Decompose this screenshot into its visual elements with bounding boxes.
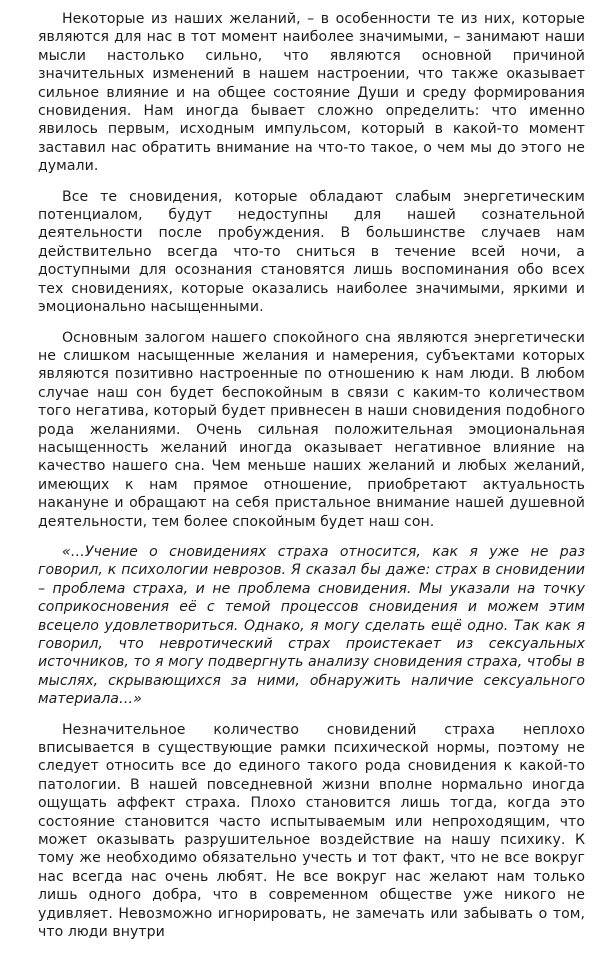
paragraph-3: Основным залогом нашего спокойного сна являются энергетически не слишком насыщенные желания и намерения, субъектами которых являются позитивно настроенные по отношению к нам люди. В любом случае наш сон будет беспокойным в связи с каким-то количеством того негатива, который будет привнесен в наши сновидения подобного рода желаниями. Очень сильная положительная эмоциональная насыщенность желаний иногда оказывает негативное влияние на качество нашего сна. Чем меньше наших желаний и любых желаний, имеющих к нам прямое отношение, приобретают актуальность накануне и обращают на себя пристальное внимание нашей душевной деятельности, тем более спокойным будет наш сон. [38, 329, 585, 530]
document-page [38, 10, 585, 954]
quote-paragraph: «…Учение о сновидениях страха относится, как я уже не раз говорил, к психологии неврозов. Я сказал бы даже: страх в сновидении – проблема страха, и не проблема сновидения. Мы указали на точку соприкосновения её с темой процессов сновидения и можем этим всецело удовлетвориться. Однако, я могу сделать ещё одно. Так как я говорил, что невротический страх проистекает из сексуальных источников, то я могу подвергнуть анализу сновидения страха, чтобы в мыслях, скрывающихся за ними, обнаружить наличие сексуального материала…» [38, 543, 585, 708]
paragraph-2: Все те сновидения, которые обладают слабым энергетическим потенциалом, будут недоступны для нашей сознательной деятельности после пробуждения. В большинстве случаев нам действительно всегда что-то сниться в течение всей ночи, а доступными для осознания становятся лишь воспоминания обо всех тех сновидениях, которые оказались наиболее значимыми, яркими и эмоционально насыщенными. [38, 188, 585, 316]
paragraph-5: Незначительное количество сновидений страха неплохо вписывается в существующие рамки психической нормы, поэтому не следует относить все до единого такого рода сновидения к какой-то патологии. В нашей повседневной жизни вполне нормально иногда ощущать аффект страха. Плохо становится лишь тогда, когда это состояние становится часто испытываемым или непроходящим, что может оказывать разрушительное воздействие на нашу психику. К тому же необходимо обязательно учесть и тот факт, что не все вокруг нас всегда нас очень любят. Не все вокруг нас желают нам только лишь одного добра, что в современном обществе уже никого не удивляет. Невозможно игнорировать, не замечать или забывать о том, что люди внутри [38, 721, 585, 941]
paragraph-1: Некоторые из наших желаний, – в особенности те из них, которые являются для нас в тот момент наиболее значимыми, – занимают наши мысли настолько сильно, что являются основной причиной значительных изменений в нашем настроении, что также оказывает сильное влияние и на общее состояние Души и среду формирования сновидения. Нам иногда бывает сложно определить: что именно явилось первым, исходным импульсом, который в какой-то момент заставил нас обратить внимание на что-то такое, о чем мы до этого не думали. [38, 11, 585, 175]
